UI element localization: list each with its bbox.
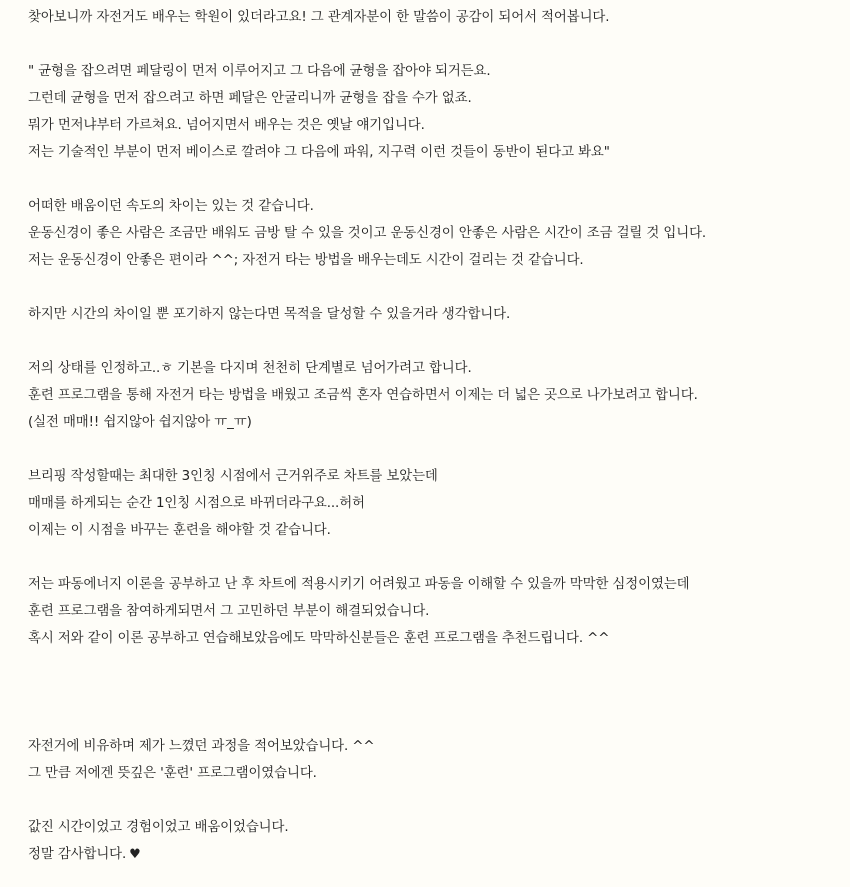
text-line: 자전거에 비유하며 제가 느꼈던 과정을 적어보았습니다. ^^: [28, 739, 375, 754]
text-line: 어떠한 배움이던 속도의 차이는 있는 것 같습니다.: [28, 199, 314, 214]
text-line: 저의 상태를 인정하고..ㅎ 기본을 다지며 천천히 단계별로 넘어가려고 합니다.: [28, 361, 472, 376]
text-line: 저는 운동신경이 안좋은 편이라 ^^; 자전거 타는 방법을 배우는데도 시간이 걸리는 것 같습니다.: [28, 253, 584, 268]
text-line: 훈련 프로그램을 참여하게되면서 그 고민하던 부분이 해결되었습니다.: [28, 604, 430, 619]
text-line: 매매를 하게되는 순간 1인칭 시점으로 바뀌더라구요...허허: [28, 496, 365, 511]
text-line: 훈련 프로그램을 통해 자전거 타는 방법을 배웠고 조금씩 혼자 연습하면서 이제는 더 넓은 곳으로 나가보려고 합니다.: [28, 388, 698, 403]
text-line: 뭐가 먼저냐부터 가르쳐요. 넘어지면서 배우는 것은 옛날 얘기입니다.: [28, 118, 425, 133]
text-line: 그 만큼 저에겐 뜻깊은 '훈련' 프로그램이였습니다.: [28, 766, 317, 781]
closing-line: [28, 841, 822, 868]
text-line: 저는 파동에너지 이론을 공부하고 난 후 차트에 적용시키기 어려웠고 파동을 이해할 수 있을까 막막한 심정이였는데: [28, 577, 690, 592]
text-line: " 균형을 잡으려면 페달링이 먼저 이루어지고 그 다음에 균형을 잡아야 되거든요.: [28, 64, 491, 79]
text-line: 그런데 균형을 먼저 잡으려고 하면 페달은 안굴리니까 균형을 잡을 수가 없죠.: [28, 91, 472, 106]
text-line: 브리핑 작성할때는 최대한 3인칭 시점에서 근거위주로 차트를 보았는데: [28, 469, 438, 484]
text-line: 운동신경이 좋은 사람은 조금만 배워도 금방 탈 수 있을 것이고 운동신경이 안좋은 사람은 시간이 조금 걸릴 것 입니다.: [28, 226, 707, 241]
text-line: 하지만 시간의 차이일 뿐 포기하지 않는다면 목적을 달성할 수 있을거라 생각합니다.: [28, 307, 511, 322]
text-line: 이제는 이 시점을 바꾸는 훈련을 해야할 것 같습니다.: [28, 523, 331, 538]
text-line: 값진 시간이었고 경험이었고 배움이었습니다.: [28, 820, 289, 835]
text-line: 혹시 저와 같이 이론 공부하고 연습해보았음에도 막막하신분들은 훈련 프로그램을 추천드립니다. ^^: [28, 631, 610, 646]
closing-text: 정말 감사합니다.: [28, 847, 127, 862]
text-line: 저는 기술적인 부분이 먼저 베이스로 깔려야 그 다음에 파워, 지구력 이런 것들이 동반이 된다고 봐요": [28, 145, 610, 160]
text-line: 찾아보니까 자전거도 배우는 학원이 있더라고요! 그 관계자분이 한 말씀이 공감이 되어서 적어봅니다.: [28, 10, 610, 25]
post-body: [0, 4, 822, 868]
text-line: (실전 매매!! 쉽지않아 쉽지않아 ㅠ_ㅠ): [28, 415, 252, 430]
heart-icon: ♥: [129, 847, 141, 862]
